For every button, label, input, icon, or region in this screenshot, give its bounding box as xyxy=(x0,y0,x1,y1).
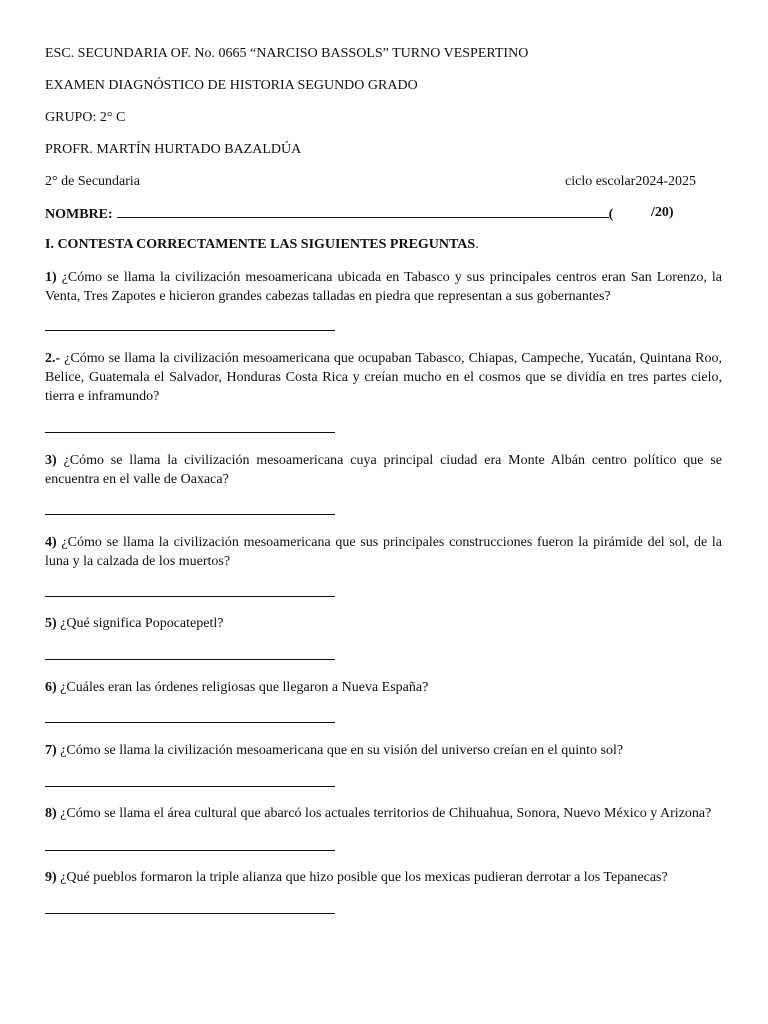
answer-line-2[interactable] xyxy=(45,432,335,433)
answer-line-7[interactable] xyxy=(45,786,335,787)
answer-line-9[interactable] xyxy=(45,913,335,914)
exam-title: EXAMEN DIAGNÓSTICO DE HISTORIA SEGUNDO GRADO xyxy=(45,78,418,93)
question-text: ¿Cómo se llama la civilización mesoamericana que ocupaban Tabasco, Chiapas, Campeche, Yucatán, Quintana Roo, Belice, Guatemala el Salvador, Honduras Costa Rica y creían mucho en el cosmos que se dividía en tres partes cielo, tierra e inframundo? xyxy=(45,351,722,404)
question-number: 8) xyxy=(45,806,57,821)
score-open: ( xyxy=(608,207,614,222)
question-number: 4) xyxy=(45,535,57,550)
question-number: 5) xyxy=(45,616,57,631)
answer-line-1[interactable] xyxy=(45,330,335,331)
question-7 xyxy=(45,741,722,760)
question-text: ¿Cómo se llama la civilización mesoamericana que en su visión del universo creían en el quinto sol? xyxy=(60,743,624,758)
exam-page xyxy=(45,0,722,1024)
grade-label: 2° de Secundaria xyxy=(45,174,141,189)
question-text: ¿Qué pueblos formaron la triple alianza que hizo posible que los mexicas pudieran derrotar a los Tepanecas? xyxy=(60,870,668,885)
name-row xyxy=(45,204,685,224)
question-1 xyxy=(45,268,722,306)
teacher-name: PROFR. MARTÍN HURTADO BAZALDÚA xyxy=(45,142,302,157)
question-number: 2.- xyxy=(45,351,61,366)
question-9 xyxy=(45,868,722,887)
school-name: ESC. SECUNDARIA OF. No. 0665 “NARCISO BASSOLS” TURNO VESPERTINO xyxy=(45,46,529,61)
section-title-text: I. CONTESTA CORRECTAMENTE LAS SIGUIENTES PREGUNTAS xyxy=(45,237,476,252)
question-text: ¿Qué significa Popocatepetl? xyxy=(60,616,224,631)
question-6 xyxy=(45,678,722,697)
answer-line-8[interactable] xyxy=(45,850,335,851)
question-number: 6) xyxy=(45,680,57,695)
question-number: 7) xyxy=(45,743,57,758)
school-year: ciclo escolar2024-2025 xyxy=(565,174,697,189)
answer-line-4[interactable] xyxy=(45,596,335,597)
section-title-end: . xyxy=(475,237,479,252)
question-number: 9) xyxy=(45,870,57,885)
question-8 xyxy=(45,804,722,823)
question-number: 1) xyxy=(45,270,57,285)
name-label: NOMBRE: xyxy=(45,207,113,222)
grade-year-row xyxy=(45,173,695,191)
group-label: GRUPO: 2° C xyxy=(45,110,126,125)
question-number: 3) xyxy=(45,453,57,468)
question-2 xyxy=(45,349,722,406)
answer-line-5[interactable] xyxy=(45,659,335,660)
answer-line-3[interactable] xyxy=(45,514,335,515)
question-text: ¿Cómo se llama el área cultural que abarcó los actuales territorios de Chihuahua, Sonora, Nuevo México y Arizona? xyxy=(60,806,712,821)
name-field[interactable] xyxy=(117,204,609,218)
question-text: ¿Cómo se llama la civilización mesoamericana cuya principal ciudad era Monte Albán centro político que se encuentra en el valle de Oaxaca? xyxy=(45,453,722,487)
question-3 xyxy=(45,451,722,489)
question-4 xyxy=(45,533,722,571)
section-title xyxy=(45,236,479,254)
question-text: ¿Cómo se llama la civilización mesoamericana que sus principales construcciones fueron la pirámide del sol, de la luna y la calzada de los muertos? xyxy=(45,535,723,569)
question-text: ¿Cuáles eran las órdenes religiosas que llegaron a Nueva España? xyxy=(60,680,429,695)
answer-line-6[interactable] xyxy=(45,722,335,723)
question-text: ¿Cómo se llama la civilización mesoamericana ubicada en Tabasco y sus principales centros eran San Lorenzo, la Venta, Tres Zapotes e hicieron grandes cabezas talladas en piedra que representan a sus gobernantes? xyxy=(45,270,723,304)
score-total: /20) xyxy=(651,205,674,220)
question-5 xyxy=(45,614,722,633)
